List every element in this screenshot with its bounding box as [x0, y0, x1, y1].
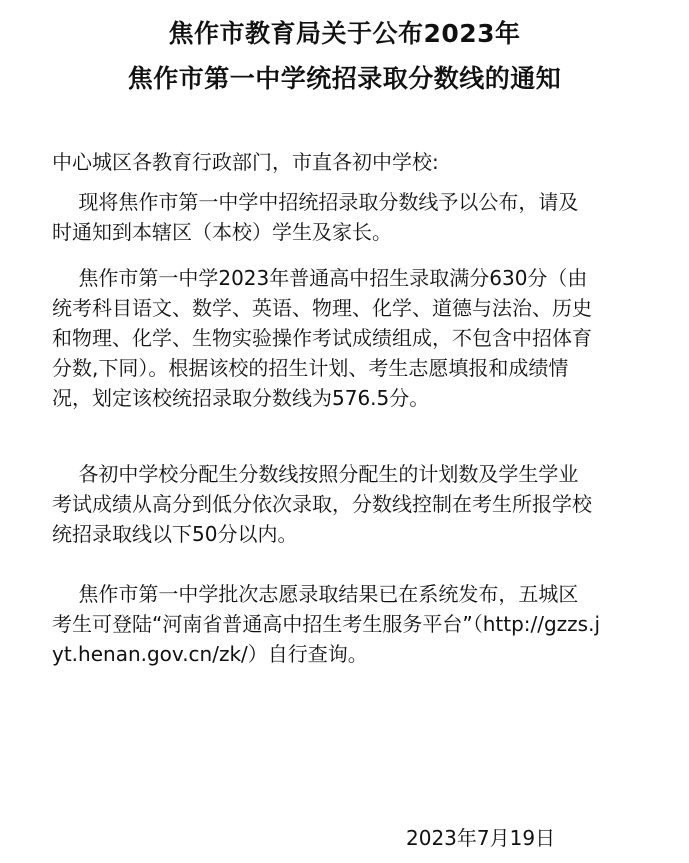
paragraph-line: 各初中学校分配生分数线按照分配生的计划数及学生学业 [52, 462, 579, 486]
paragraph-line: 考生可登陆“河南省普通高中招生考生服务平台”（http://gzzs.j [52, 612, 601, 636]
paragraph-line: 统考科目语文、数学、英语、物理、化学、道德与法治、历史 [52, 296, 592, 320]
paragraph-allocation [52, 459, 652, 549]
paragraph-query [52, 579, 652, 669]
paragraph-line: 焦作市第一中学2023年普通高中招生录取满分630分（由 [52, 266, 588, 290]
paragraph-line: 统招录取线以下50分以内。 [52, 522, 298, 546]
paragraph-line: 分数,下同）。根据该校的招生计划、考生志愿填报和成绩情 [52, 356, 569, 380]
notice-title-line-1: 焦作市教育局关于公布2023年 [168, 19, 521, 48]
greeting: 中心城区各教育行政部门，市直各初中学校: [52, 150, 439, 174]
paragraph-line: 况，划定该校统招录取分数线为576.5分。 [52, 386, 430, 410]
paragraph-announcement [52, 187, 652, 247]
paragraph-score-line [52, 263, 652, 413]
paragraph-line: yt.henan.gov.cn/zk/）自行查询。 [52, 642, 368, 666]
notice-title-line-2: 焦作市第一中学统招录取分数线的通知 [127, 64, 562, 93]
notice-date: 2023年7月19日 [406, 826, 556, 850]
paragraph-line: 焦作市第一中学批次志愿录取结果已在系统发布，五城区 [52, 582, 579, 606]
paragraph-line: 和物理、化学、生物实验操作考试成绩组成，不包含中招体育 [52, 326, 592, 350]
paragraph-line: 现将焦作市第一中学中招统招录取分数线予以公布，请及 [52, 190, 579, 214]
paragraph-line: 时通知到本辖区（本校）学生及家长。 [52, 220, 392, 244]
paragraph-line: 考试成绩从高分到低分依次录取，分数线控制在考生所报学校 [52, 492, 592, 516]
